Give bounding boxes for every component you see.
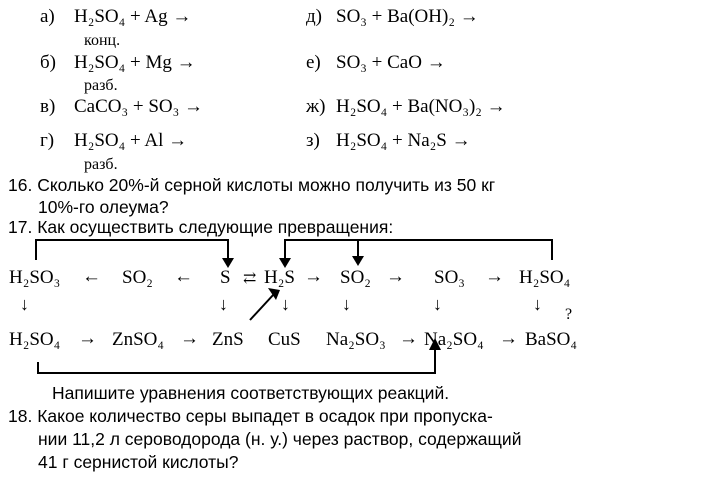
question-16-line1: 16. Сколько 20%-й серной кислоты можно получить из 50 кг [8, 175, 496, 195]
scheme-r1-so3: SO₃ [434, 267, 465, 288]
reaction-z-label: з) [306, 130, 320, 151]
reaction-z: H₂SO₄ + Na₂S → [336, 130, 471, 151]
scheme-r2-baso4: BaSO₄ [525, 329, 578, 350]
reaction-zh: H₂SO₄ + Ba(NO₃)₂ → [336, 96, 506, 117]
reaction-g: H₂SO₄ + Al → [74, 130, 188, 151]
scheme-r1-arrow4: → [386, 266, 405, 287]
reaction-b: H₂SO₄ + Mg → [74, 52, 196, 73]
scheme-down-arrow-5: ↓ [433, 294, 442, 314]
scheme-r2-na2so3: Na₂SO₃ [326, 329, 386, 350]
scheme-down-arrow-2: ↓ [219, 294, 228, 314]
question-18-line3: 41 г сернистой кислоты? [38, 452, 239, 472]
scheme-r1-h2so4: H₂SO₄ [519, 267, 571, 288]
reaction-a-note: конц. [84, 32, 121, 49]
question-16-line2: 10%-го олеума? [38, 197, 169, 217]
reaction-d: SO₃ + Ba(OH)₂ → [336, 6, 479, 27]
scheme-r1-so2: SO₂ [122, 267, 153, 288]
reaction-g-label: г) [40, 130, 55, 151]
scheme-r2-h2so4: H₂SO₄ [9, 329, 61, 350]
scheme-r1-h2s: H₂S [264, 267, 295, 288]
reaction-v: CaCO₃ + SO₃ → [74, 96, 204, 117]
scheme-r2-arrow1: → [78, 328, 97, 349]
reaction-b-label: б) [40, 52, 56, 73]
reaction-a-label: а) [40, 6, 55, 27]
scheme-r1-h2so3: H₂SO₃ [9, 267, 61, 288]
scheme-r2-cus: CuS [268, 329, 301, 350]
reaction-v-label: в) [40, 96, 56, 117]
question-18-line2: нии 11,2 л сероводорода (н. у.) через раствор, содержащий [38, 429, 522, 449]
scheme-r1-arrow5: → [485, 266, 504, 287]
question-18-line1: 18. Какое количество серы выпадет в осадок при пропуска- [8, 406, 493, 426]
scheme-down-arrow-1: ↓ [20, 294, 29, 314]
scheme-r2-arrow2: → [180, 328, 199, 349]
scheme-r2-znso4: ZnSO₄ [112, 329, 165, 350]
reaction-zh-label: ж) [306, 96, 326, 117]
reaction-b-note: разб. [84, 77, 118, 94]
reaction-g-note: разб. [84, 156, 118, 173]
scheme-r1-arrow3: → [304, 266, 323, 287]
scheme-r2-arrow4: → [499, 328, 518, 349]
scheme-r2-zns: ZnS [212, 329, 244, 350]
scheme-down-arrow-6: ↓ [533, 294, 542, 314]
scheme-r2-na2so4: Na₂SO₄ [424, 329, 484, 350]
reaction-e-label: е) [306, 52, 321, 73]
scheme-question-mark: ? [565, 306, 573, 323]
scheme-r2-arrow3: → [399, 328, 418, 349]
scheme-r1-arrow2: ← [174, 266, 193, 287]
scheme-down-arrow-4: ↓ [342, 294, 351, 314]
scheme-r1-equilibrium: ⇄ [243, 270, 257, 287]
scheme-down-arrow-3: ↓ [281, 294, 290, 314]
question-17-title: 17. Как осуществить следующие превращения: [8, 217, 394, 237]
reaction-a: H₂SO₄ + Ag → [74, 6, 192, 27]
scheme-r1-so2b: SO₂ [340, 267, 371, 288]
question-17-footer: Напишите уравнения соответствующих реакций. [52, 383, 450, 403]
reaction-e: SO₃ + CaO → [336, 52, 446, 73]
scheme-r1-s: S [220, 267, 231, 288]
reaction-d-label: д) [306, 6, 322, 27]
scheme-r1-arrow1: ← [82, 266, 101, 287]
